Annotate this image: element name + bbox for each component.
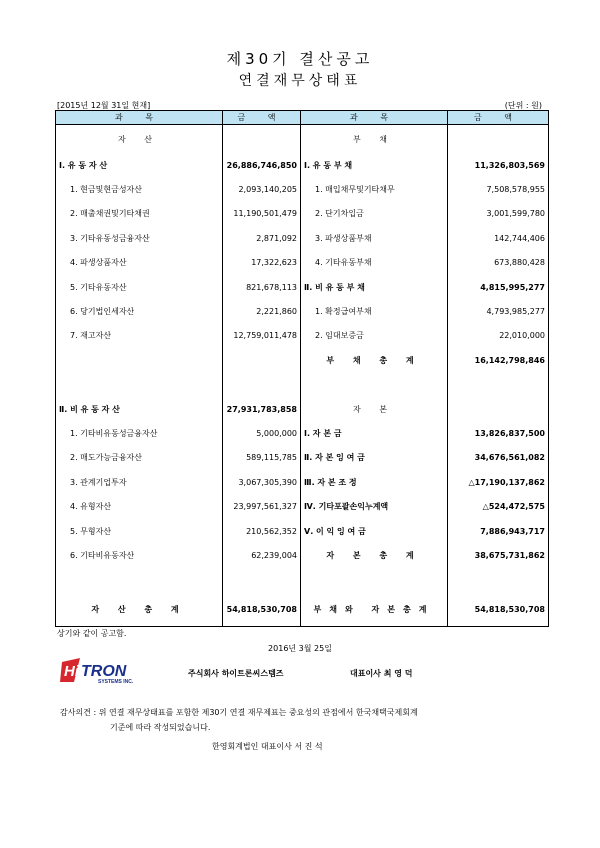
unit-label: (단위 : 원) <box>504 101 542 110</box>
amount-cell <box>223 568 301 592</box>
table-row <box>56 470 549 494</box>
amount-cell: 2,221,860 <box>223 299 301 323</box>
account-cell: 1. 현금및현금성자산 <box>56 177 223 201</box>
audit-opinion-cont: 기준에 따라 작성되었습니다. <box>110 723 211 732</box>
account-cell: Ⅰ. 유 동 자 산 <box>56 153 223 177</box>
table-row <box>56 348 549 372</box>
statement-title: 연결재무상태표 <box>238 73 362 89</box>
table-row <box>56 125 549 154</box>
table-row <box>56 421 549 445</box>
account-cell: Ⅰ. 유 동 부 채 <box>301 153 448 177</box>
table-row <box>56 592 549 627</box>
account-cell: 6. 기타비유동자산 <box>56 543 223 567</box>
account-cell: 자 본 <box>301 397 448 421</box>
account-cell: 4. 파생상품자산 <box>56 251 223 275</box>
account-cell <box>301 568 448 592</box>
amount-cell: 54,818,530,708 <box>223 592 301 627</box>
amount-cell <box>223 373 301 397</box>
amount-cell <box>448 397 549 421</box>
company-logo <box>60 656 140 690</box>
amount-cell: 27,931,783,858 <box>223 397 301 421</box>
amount-cell: 2,093,140,205 <box>223 177 301 201</box>
account-cell: 부 채 <box>301 125 448 154</box>
table-row <box>56 373 549 397</box>
amount-cell: 26,886,746,850 <box>223 153 301 177</box>
account-cell: 2. 단기차입금 <box>301 202 448 226</box>
table-header-row <box>56 111 549 125</box>
table-row <box>56 153 549 177</box>
amount-cell: 7,886,943,717 <box>448 519 549 543</box>
amount-cell: 23,997,561,327 <box>223 494 301 518</box>
col-header-amount: 금 액 <box>448 111 549 125</box>
account-cell: 5. 기타유동자산 <box>56 275 223 299</box>
table-row <box>56 324 549 348</box>
amount-cell: 821,678,113 <box>223 275 301 299</box>
account-cell: 1. 매입채무및기타채무 <box>301 177 448 201</box>
account-cell: Ⅲ. 자 본 조 정 <box>301 470 448 494</box>
amount-cell: 13,826,837,500 <box>448 421 549 445</box>
amount-cell: 7,508,578,955 <box>448 177 549 201</box>
amount-cell: 11,190,501,479 <box>223 202 301 226</box>
company-name: 주식회사 하이트론씨스템즈 <box>188 669 284 678</box>
account-cell: 1. 기타비유동성금융자산 <box>56 421 223 445</box>
amount-cell <box>448 373 549 397</box>
col-header-amount: 금 액 <box>223 111 301 125</box>
account-cell: 3. 관계기업투자 <box>56 470 223 494</box>
amount-cell: 12,759,011,478 <box>223 324 301 348</box>
account-cell: 6. 당기법인세자산 <box>56 299 223 323</box>
table-row <box>56 299 549 323</box>
table-row <box>56 543 549 567</box>
account-cell <box>56 348 223 372</box>
auditor-name: 한영회계법인 대표이사 서 진 석 <box>212 742 323 751</box>
account-cell <box>56 568 223 592</box>
amount-cell: 589,115,785 <box>223 446 301 470</box>
amount-cell <box>223 348 301 372</box>
amount-cell: 62,239,004 <box>223 543 301 567</box>
account-cell: 4. 유형자산 <box>56 494 223 518</box>
account-cell <box>301 373 448 397</box>
account-cell: Ⅱ. 비 유 동 자 산 <box>56 397 223 421</box>
balance-sheet-table <box>55 110 549 627</box>
amount-cell: 54,818,530,708 <box>448 592 549 627</box>
amount-cell <box>448 568 549 592</box>
amount-cell: 38,675,731,862 <box>448 543 549 567</box>
table-row <box>56 275 549 299</box>
amount-cell: 4,815,995,277 <box>448 275 549 299</box>
svg-text:TRON: TRON <box>81 663 127 680</box>
svg-text:Hi: Hi <box>64 663 79 680</box>
table-row <box>56 494 549 518</box>
table-row <box>56 446 549 470</box>
account-cell: 3. 기타유동성금융자산 <box>56 226 223 250</box>
account-cell: Ⅱ. 자 본 잉 여 금 <box>301 446 448 470</box>
amount-cell: 16,142,798,846 <box>448 348 549 372</box>
amount-cell: 142,744,406 <box>448 226 549 250</box>
table-row <box>56 251 549 275</box>
account-cell: 2. 매도가능금융자산 <box>56 446 223 470</box>
account-cell: Ⅳ. 기타포괄손익누계액 <box>301 494 448 518</box>
amount-cell: △524,472,575 <box>448 494 549 518</box>
amount-cell: 11,326,803,569 <box>448 153 549 177</box>
notice-title: 제30기 결산공고 <box>226 50 374 68</box>
account-cell: 4. 기타유동부채 <box>301 251 448 275</box>
col-header-account: 과 목 <box>301 111 448 125</box>
account-cell: 자 본 총 계 <box>301 543 448 567</box>
amount-cell: △17,190,137,862 <box>448 470 549 494</box>
col-header-account: 과 목 <box>56 111 223 125</box>
account-cell: 부채와 자본총계 <box>301 592 448 627</box>
account-cell: 부 채 총 계 <box>301 348 448 372</box>
table-row <box>56 519 549 543</box>
as-of-date: [2015년 12월 31일 현재] <box>57 101 151 110</box>
ceo-name: 대표이사 최 영 덕 <box>350 669 413 678</box>
amount-cell: 2,871,092 <box>223 226 301 250</box>
amount-cell: 210,562,352 <box>223 519 301 543</box>
account-cell: 1. 확정급여부채 <box>301 299 448 323</box>
amount-cell: 5,000,000 <box>223 421 301 445</box>
account-cell: 자 산 총 계 <box>56 592 223 627</box>
svg-text:SYSTEMS INC.: SYSTEMS INC. <box>98 679 134 685</box>
account-cell: 2. 임대보증금 <box>301 324 448 348</box>
account-cell: 3. 파생상품부채 <box>301 226 448 250</box>
notice-date: 2016년 3월 25일 <box>268 644 332 653</box>
amount-cell: 673,880,428 <box>448 251 549 275</box>
account-cell <box>56 373 223 397</box>
amount-cell: 34,676,561,082 <box>448 446 549 470</box>
notice-statement: 상기와 같이 공고함. <box>57 629 127 638</box>
amount-cell: 17,322,623 <box>223 251 301 275</box>
account-cell: 5. 무형자산 <box>56 519 223 543</box>
account-cell: Ⅰ. 자 본 금 <box>301 421 448 445</box>
account-cell: Ⅴ. 이 익 잉 여 금 <box>301 519 448 543</box>
amount-cell <box>448 125 549 154</box>
account-cell: 자 산 <box>56 125 223 154</box>
account-cell: Ⅱ. 비 유 동 부 채 <box>301 275 448 299</box>
amount-cell <box>223 125 301 154</box>
table-row <box>56 397 549 421</box>
amount-cell: 4,793,985,277 <box>448 299 549 323</box>
amount-cell: 3,001,599,780 <box>448 202 549 226</box>
table-row <box>56 226 549 250</box>
account-cell: 7. 재고자산 <box>56 324 223 348</box>
table-row <box>56 177 549 201</box>
amount-cell: 3,067,305,390 <box>223 470 301 494</box>
account-cell: 2. 매출채권및기타채권 <box>56 202 223 226</box>
audit-opinion: 감사의견 : 위 연결 재무상태표를 포함한 제30기 연결 재무제표는 중요성의 관점에서 한국채택국제회계 <box>60 708 418 717</box>
amount-cell: 22,010,000 <box>448 324 549 348</box>
table-row <box>56 568 549 592</box>
table-row <box>56 202 549 226</box>
